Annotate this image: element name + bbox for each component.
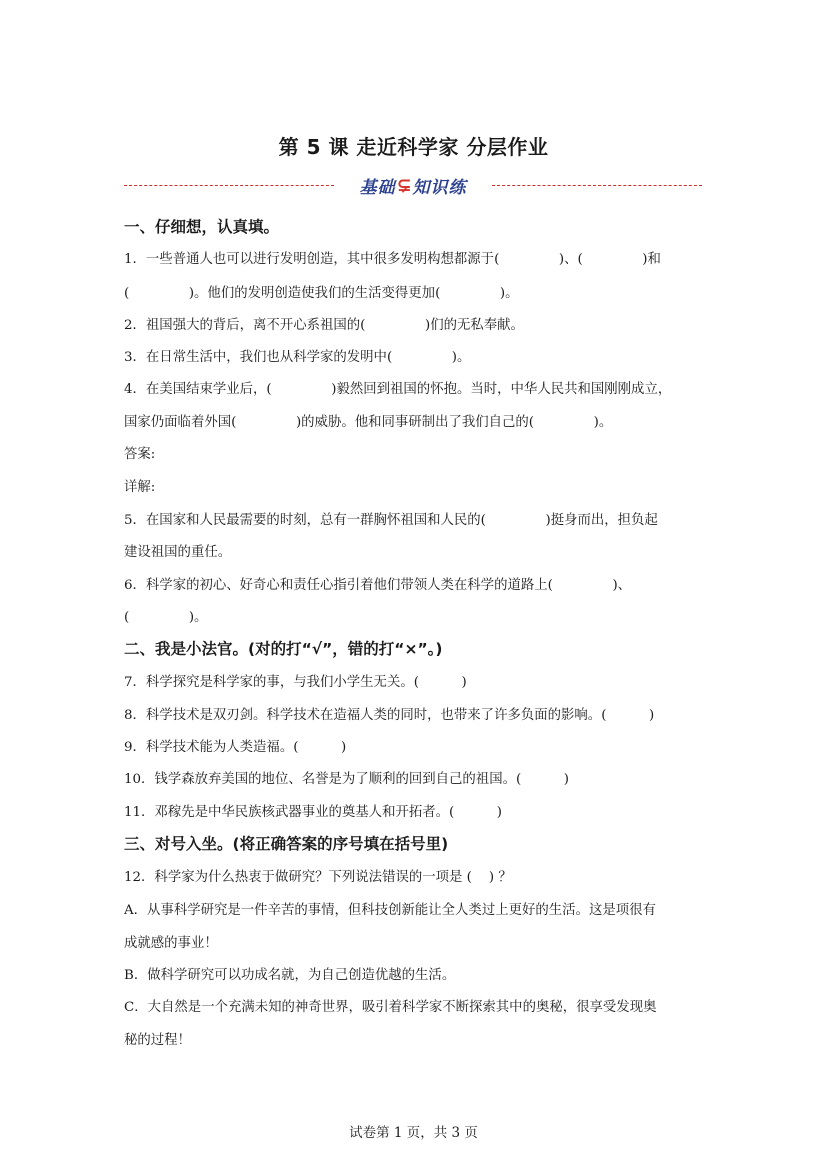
section-heading-multiple-choice: 三、对号入坐。(将正确答案的序号填在括号里)	[124, 835, 449, 853]
option-a-line-1: A．从事科学研究是一件辛苦的事情，但科技创新能让全人类过上更好的生活。这是项很有	[124, 903, 656, 918]
question-9: 9．科学技术能为人类造福。( )	[124, 740, 347, 755]
swirl-icon: ⊊	[396, 174, 412, 196]
section-heading-fill-in: 一、仔细想，认真填。	[124, 218, 280, 236]
explanation-label: 详解:	[124, 480, 156, 495]
question-6-line-2: ( )。	[124, 610, 208, 625]
option-c-line-2: 秘的过程！	[124, 1033, 191, 1048]
page-title: 第 5 课 走近科学家 分层作业	[278, 135, 549, 159]
option-b: B．做科学研究可以功成名就，为自己创造优越的生活。	[124, 968, 456, 983]
question-6-line-1: 6．科学家的初心、好奇心和责任心指引着他们带领人类在科学的道路上( )、	[124, 578, 632, 593]
banner-divider-right	[492, 185, 702, 186]
question-2: 2．祖国强大的背后，离不开心系祖国的( )们的无私奉献。	[124, 318, 524, 333]
banner-text-part2: 知识练	[412, 177, 467, 198]
question-7: 7．科学探究是科学家的事，与我们小学生无关。( )	[124, 675, 467, 690]
answer-label: 答案:	[124, 447, 156, 462]
question-5-line-1: 5．在国家和人民最需要的时刻，总有一群胸怀祖国和人民的( )挺身而出，担负起	[124, 513, 658, 528]
section-banner	[124, 174, 702, 196]
question-10: 10．钱学森放弃美国的地位、名誉是为了顺利的回到自己的祖国。( )	[124, 772, 569, 787]
banner-text-part1: 基础	[359, 177, 396, 198]
option-a-line-2: 成就感的事业！	[124, 936, 218, 951]
option-c-line-1: C．大自然是一个充满未知的神奇世界，吸引着科学家不断探索其中的奥秘，很享受发现奥	[124, 1000, 657, 1015]
question-8: 8．科学技术是双刃剑。科学技术在造福人类的同时，也带来了许多负面的影响。( )	[124, 708, 655, 723]
question-1-line-1: 1．一些普通人也可以进行发明创造，其中很多发明构想都源于( )、( )和	[124, 252, 661, 267]
question-12: 12．科学家为什么热衷于做研究？下列说法错误的一项是 ( ) ？	[124, 870, 512, 885]
page-footer: 试卷第 1 页，共 3 页	[349, 1125, 478, 1141]
question-4-line-1: 4．在美国结束学业后，( )毅然回到祖国的怀抱。当时，中华人民共和国刚刚成立，	[124, 382, 672, 397]
question-3: 3．在日常生活中，我们也从科学家的发明中( )。	[124, 350, 471, 365]
question-1-line-2: ( )。他们的发明创造使我们的生活变得更加( )。	[124, 286, 519, 301]
banner-badge	[334, 174, 492, 196]
question-11: 11．邓稼先是中华民族核武器事业的奠基人和开拓者。( )	[124, 805, 503, 820]
question-5-line-2: 建设祖国的重任。	[124, 545, 232, 560]
section-heading-true-false: 二、我是小法官。(对的打“√”，错的打“×”。)	[124, 640, 443, 658]
question-4-line-2: 国家仍面临着外国( )的威胁。他和同事研制出了我们自己的( )。	[124, 415, 613, 430]
banner-divider-left	[124, 185, 334, 186]
